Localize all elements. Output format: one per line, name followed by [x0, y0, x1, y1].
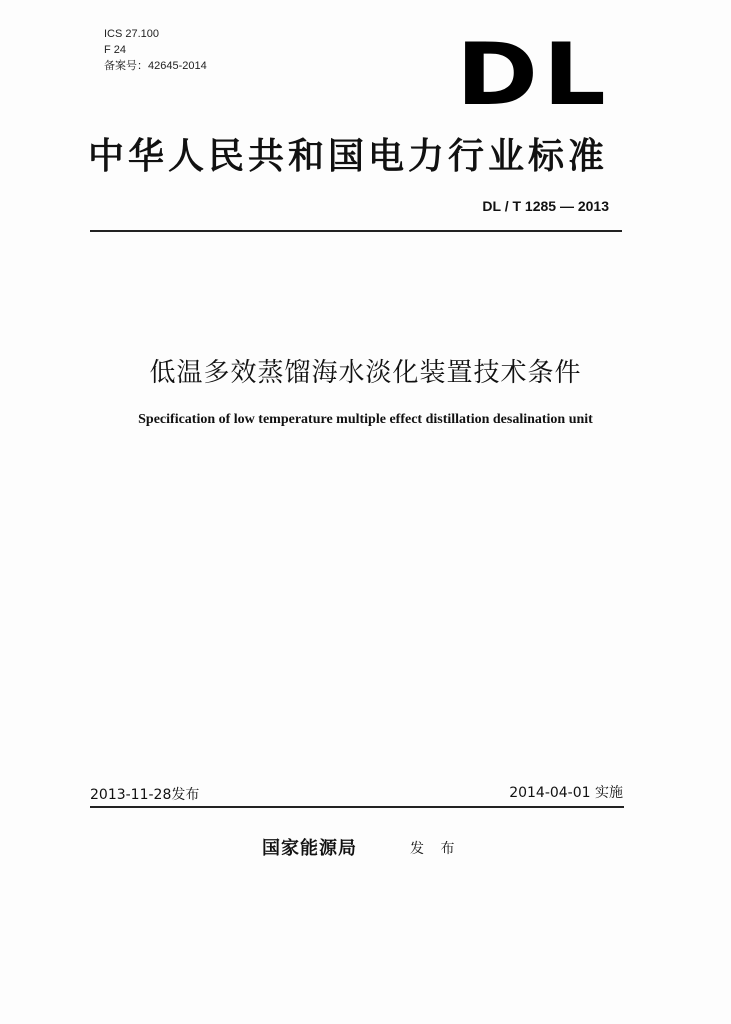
industry-standard-title: 中华人民共和国电力行业标准 — [88, 136, 609, 177]
document-title-english: Specification of low temperature multiple effect distillation desalination unit — [138, 412, 593, 427]
issue-date: 2013-11-28发布 — [90, 787, 200, 803]
document-title-chinese: 低温多效蒸馏海水淡化装置技术条件 — [149, 358, 582, 388]
publisher-name: 国家能源局 — [262, 838, 357, 859]
standard-number: DL / T 1285 — 2013 — [482, 198, 609, 214]
record-number: 备案号：42645-2014 — [104, 60, 207, 72]
top-divider — [90, 230, 622, 232]
implementation-date: 2014-04-01 实施 — [509, 785, 623, 801]
ccs-code: F 24 — [104, 44, 127, 56]
publish-label: 发 布 — [410, 841, 461, 857]
bottom-divider — [90, 806, 624, 808]
dl-logo: DL — [456, 25, 611, 125]
ics-code: ICS 27.100 — [104, 28, 160, 40]
classification-meta — [104, 26, 207, 74]
